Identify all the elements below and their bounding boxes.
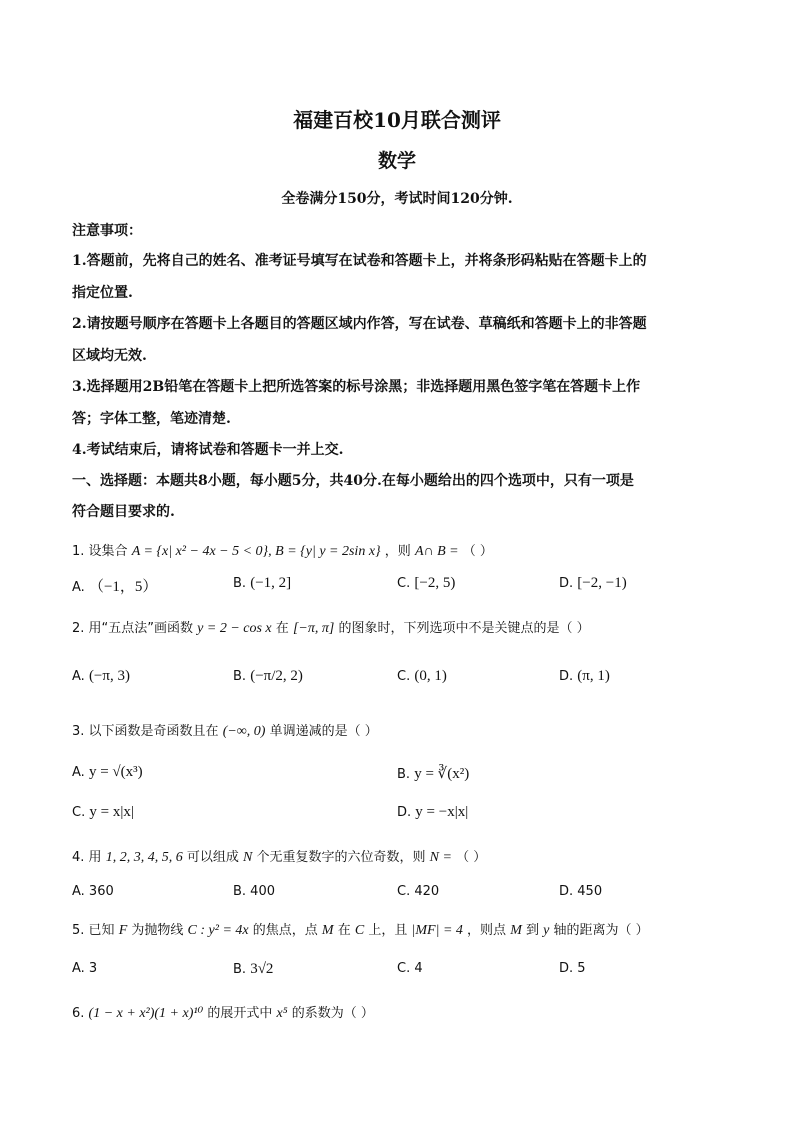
q1-option-c: C. [−2, 5): [397, 575, 456, 591]
page-title: 福建百校10月联合测评: [293, 108, 501, 132]
q4-option-b: B. 400: [233, 884, 275, 899]
question-1-mid: ，则: [384, 544, 411, 559]
q1-option-b: B. (−1, 2]: [233, 575, 292, 591]
question-2-mid: 在: [275, 621, 289, 636]
question-4-digits: 1, 2, 3, 4, 5, 6: [105, 850, 183, 865]
q4-option-a: A. 360: [72, 884, 114, 899]
question-3: [72, 720, 378, 740]
q4-option-c: C. 420: [397, 884, 440, 899]
q5-option-a: A. 3: [72, 961, 98, 976]
question-6: 6. (1 − x + x²)(1 + x)¹⁰ 的展开式中 x⁵ 的系数为（ ）: [72, 1006, 374, 1021]
q3-option-d: D. y = −x|x|: [397, 804, 469, 820]
question-6-expr: (1 − x + x²)(1 + x)¹⁰: [88, 1006, 204, 1021]
subject-title: 数学: [377, 150, 416, 172]
question-2-prefix: 2. 用“五点法”画函数: [72, 621, 194, 636]
q5-option-b: B. 3√2: [233, 961, 274, 977]
question-1: [72, 540, 493, 560]
q2-option-b: B. (−π/2, 2): [233, 668, 303, 684]
question-3-prefix: 3. 以下函数是奇函数且在: [72, 724, 219, 739]
question-5-condition: |MF| = 4: [411, 923, 463, 938]
question-2: [72, 617, 590, 637]
note-1-line-1: 1.答题前，先将自己的姓名、准考证号填写在试卷和答题卡上，并将条形码粘贴在答题卡上的: [72, 253, 647, 269]
question-1-prefix: 1. 设集合: [72, 544, 128, 559]
section-heading-line-2: 符合题目要求的.: [72, 504, 175, 520]
exam-meta: 全卷满分150分，考试时间120分钟.: [281, 191, 513, 207]
q3-option-c: C. y = x|x|: [72, 804, 134, 820]
question-2-interval: [−π, π]: [292, 621, 335, 636]
question-5-curve: C : y² = 4x: [187, 923, 249, 938]
q1-option-d: D. [−2, −1): [559, 575, 627, 591]
question-2-func: y = 2 − cos x: [197, 621, 272, 636]
q2-option-d: D. (π, 1): [559, 668, 610, 684]
q2-option-c: C. (0, 1): [397, 668, 447, 684]
q2-option-a: A. (−π, 3): [72, 668, 130, 684]
q3-option-a: A. y = √(x³): [72, 764, 143, 780]
note-3-line-2: 答；字体工整，笔迹清楚.: [72, 411, 231, 427]
notes-heading: 注意事项：: [72, 223, 142, 239]
question-3-interval: (−∞, 0): [222, 724, 266, 739]
question-1-end: （ ）: [462, 544, 493, 559]
question-5: 5. 已知 F 为抛物线 C : y² = 4x 的焦点，点 M 在 C 上，且 |MF| = 4 ，则点 M 到 y 轴的距离为（ ）: [72, 923, 649, 938]
q5-option-d: D. 5: [559, 961, 586, 976]
question-1-expr: A∩ B =: [414, 544, 459, 559]
question-4: 4. 用 1, 2, 3, 4, 5, 6 可以组成 N 个无重复数字的六位奇数，则 N = （ ）: [72, 850, 487, 865]
q3-option-b: B. y = ∛(x²): [397, 766, 470, 782]
question-1-sets: A = {x| x² − 4x − 5 < 0}, B = {y| y = 2sin x}: [131, 544, 381, 559]
question-3-end: 单调递减的是（ ）: [269, 724, 378, 739]
question-2-end: 的图象时，下列选项中不是关键点的是（ ）: [338, 621, 590, 636]
note-2-line-1: 2.请按题号顺序在答题卡上各题目的答题区域内作答，写在试卷、草稿纸和答题卡上的非答题: [72, 316, 647, 332]
section-heading-line-1: 一、选择题：本题共8小题，每小题5分，共40分.在每小题给出的四个选项中，只有一项是: [72, 473, 634, 489]
note-3-line-1: 3.选择题用2B铅笔在答题卡上把所选答案的标号涂黑；非选择题用黑色签字笔在答题卡上作: [72, 379, 641, 395]
q1-option-a: A. （−1，5）: [72, 579, 158, 595]
q4-option-d: D. 450: [559, 884, 603, 899]
note-2-line-2: 区域均无效.: [72, 348, 147, 364]
q5-option-c: C. 4: [397, 961, 423, 976]
note-1-line-2: 指定位置.: [72, 285, 133, 301]
note-4: 4.考试结束后，请将试卷和答题卡一并上交.: [72, 442, 344, 458]
